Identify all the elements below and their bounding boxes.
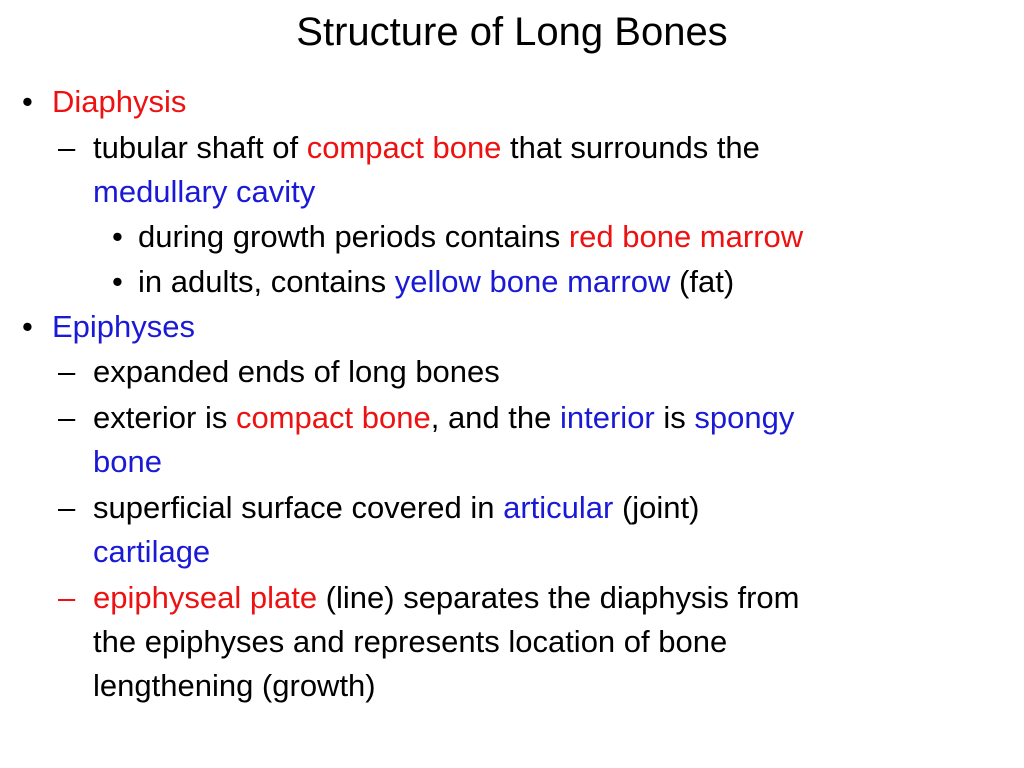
slide-title: Structure of Long Bones bbox=[296, 10, 728, 54]
text-run: , and the bbox=[430, 400, 560, 435]
bullet-marker: • bbox=[22, 309, 33, 344]
sub-bullet-text bbox=[93, 396, 794, 440]
text-run: in adults, contains bbox=[138, 264, 395, 299]
text-run: tubular shaft of bbox=[93, 130, 307, 165]
text-run: that surrounds the bbox=[501, 130, 760, 165]
medullary-cavity-term: medullary cavity bbox=[93, 174, 316, 209]
yellow-bone-marrow-term: yellow bone marrow bbox=[394, 264, 671, 299]
spongy-term: spongy bbox=[694, 400, 795, 435]
text-run: superficial surface covered in bbox=[93, 490, 504, 525]
red-bone-marrow-term: red bone marrow bbox=[568, 219, 804, 254]
dash-marker: – bbox=[58, 400, 76, 435]
text-run: (line) separates the diaphysis from bbox=[317, 580, 800, 615]
cartilage-term: cartilage bbox=[93, 534, 211, 569]
sub-sub-bullet-text bbox=[138, 215, 803, 259]
dash-marker: – bbox=[58, 490, 76, 525]
sub-bullet-text bbox=[93, 126, 760, 170]
epiphyses-heading: Epiphyses bbox=[52, 309, 196, 344]
epiphyseal-plate-term: epiphyseal plate bbox=[93, 580, 318, 615]
sub-sub-bullet-text bbox=[138, 260, 734, 304]
compact-bone-term: compact bone bbox=[235, 400, 431, 435]
articular-term: articular bbox=[503, 490, 614, 525]
diaphysis-heading: Diaphysis bbox=[52, 84, 187, 119]
bullet-marker: • bbox=[112, 264, 123, 299]
dash-marker: – bbox=[58, 354, 76, 389]
dash-marker: – bbox=[58, 130, 76, 165]
sub-bullet-text: the epiphyses and represents location of bone bbox=[93, 624, 728, 659]
compact-bone-term: compact bone bbox=[306, 130, 502, 165]
text-run: during growth periods contains bbox=[138, 219, 569, 254]
text-run: (fat) bbox=[670, 264, 735, 299]
interior-term: interior bbox=[560, 400, 655, 435]
text-run: (joint) bbox=[613, 490, 700, 525]
bullet-marker: • bbox=[22, 84, 33, 119]
bone-term: bone bbox=[93, 444, 162, 479]
text-run: is bbox=[654, 400, 695, 435]
sub-bullet-text: lengthening (growth) bbox=[93, 668, 376, 703]
dash-marker: – bbox=[58, 580, 76, 615]
sub-bullet-text: expanded ends of long bones bbox=[93, 354, 500, 389]
sub-bullet-text bbox=[93, 576, 800, 620]
text-run: exterior is bbox=[93, 400, 236, 435]
bullet-marker: • bbox=[112, 219, 123, 254]
sub-bullet-text bbox=[93, 486, 700, 530]
